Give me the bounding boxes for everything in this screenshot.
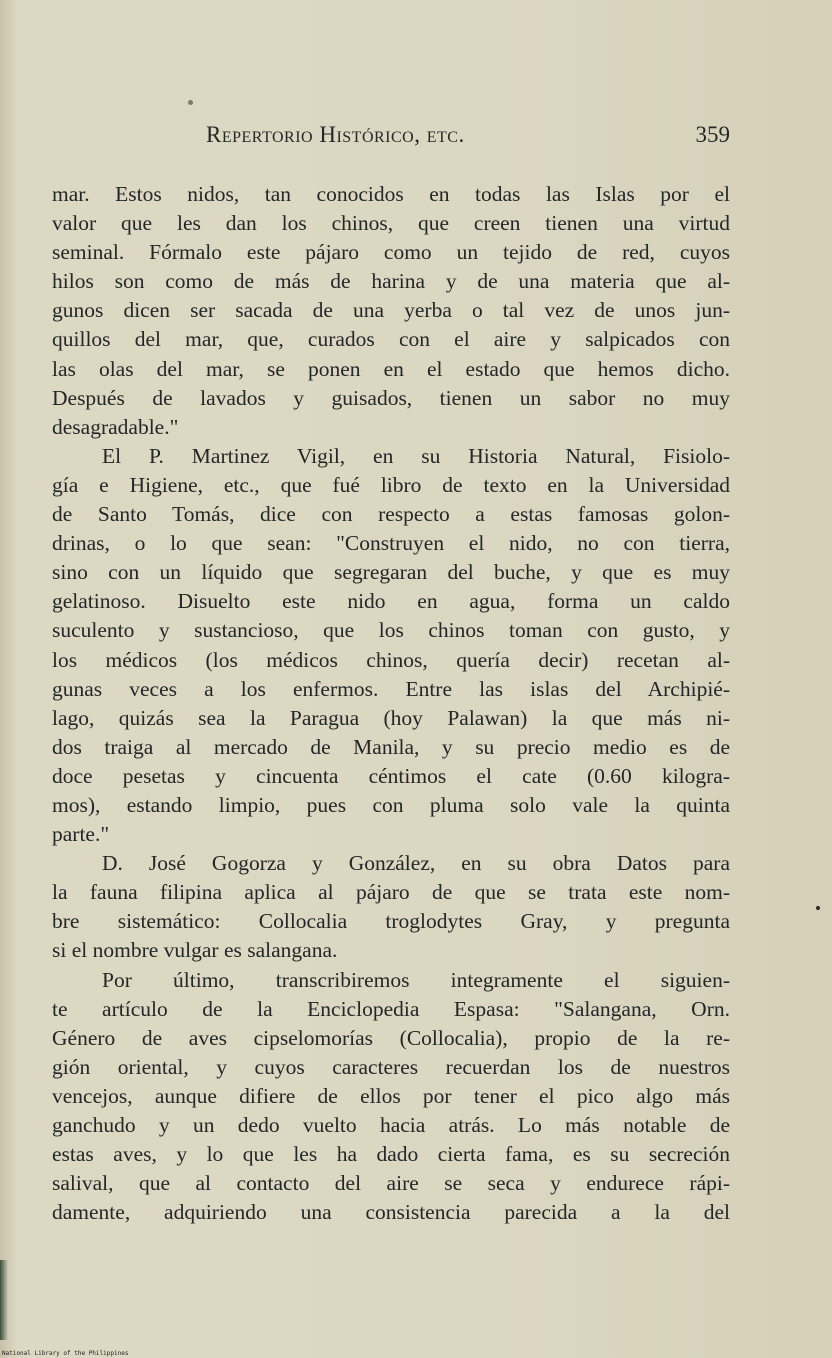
text-line: mos), estando limpio, pues con pluma solo vale la quinta xyxy=(52,792,730,817)
text-line: El P. Martinez Vigil, en su Historia Natural, Fisiolo- xyxy=(102,443,730,468)
speck-mark xyxy=(816,906,820,910)
text-line: gía e Higiene, etc., que fué libro de texto en la Universidad xyxy=(52,472,730,497)
footer-credit: National Library of the Philippines xyxy=(2,1350,129,1357)
text-line: sino con un líquido que segregaran del buche, y que es muy xyxy=(52,560,730,585)
text-line: salival, que al contacto del aire se seca y endurece rápi- xyxy=(52,1171,730,1196)
text-line: desagradable." xyxy=(52,414,179,439)
text-line: gunos dicen ser sacada de una yerba o tal vez de unos jun- xyxy=(52,298,730,323)
text-line: te artículo de la Enciclopedia Espasa: "Salangana, Orn. xyxy=(52,996,730,1021)
text-line: valor que les dan los chinos, que creen tienen una virtud xyxy=(52,211,730,236)
text-line: si el nombre vulgar es salangana. xyxy=(52,938,338,963)
page-header xyxy=(200,122,730,156)
text-line: los médicos (los médicos chinos, quería decir) recetan al- xyxy=(52,647,730,672)
text-line: de Santo Tomás, dice con respecto a estas famosas golon- xyxy=(52,502,730,527)
text-line: ganchudo y un dedo vuelto hacia atrás. Lo más notable de xyxy=(52,1113,730,1137)
text-line: D. José Gogorza y González, en su obra Datos para xyxy=(102,851,730,876)
page-number: 359 xyxy=(695,122,730,147)
running-title: Repertorio Histórico, etc. xyxy=(206,122,465,147)
text-line: doce pesetas y cincuenta céntimos el cate (0.60 kilogra- xyxy=(52,763,730,788)
text-line: parte." xyxy=(52,822,110,847)
text-line: seminal. Fórmalo este pájaro como un tejido de red, cuyos xyxy=(52,240,730,265)
page-edge-shadow xyxy=(0,1260,8,1340)
speck-mark xyxy=(188,100,193,105)
body-text xyxy=(52,180,730,1227)
text-line: mar. Estos nidos, tan conocidos en todas las Islas por el xyxy=(52,182,730,206)
text-line: la fauna filipina aplica al pájaro de que se trata este nom- xyxy=(52,880,730,905)
text-line: quillos del mar, que, curados con el aire y salpicados con xyxy=(52,327,730,352)
text-line: Género de aves cipselomorías (Collocalia), propio de la re- xyxy=(52,1025,730,1050)
text-line: gelatinoso. Disuelto este nido en agua, forma un caldo xyxy=(52,589,730,614)
text-line: lago, quizás sea la Paragua (hoy Palawan) la que más ni- xyxy=(52,705,730,730)
text-line: damente, adquiriendo una consistencia parecida a la del xyxy=(52,1200,730,1225)
text-line: gión oriental, y cuyos caracteres recuerdan los de nuestros xyxy=(52,1054,730,1079)
text-line: hilos son como de más de harina y de una materia que al- xyxy=(52,269,730,294)
text-line: bre sistemático: Collocalia troglodytes Gray, y pregunta xyxy=(52,909,730,934)
text-line: las olas del mar, se ponen en el estado que hemos dicho. xyxy=(52,356,730,381)
text-line: dos traiga al mercado de Manila, y su precio medio es de xyxy=(52,734,730,759)
text-line: Después de lavados y guisados, tienen un sabor no muy xyxy=(52,385,730,410)
text-line: suculento y sustancioso, que los chinos toman con gusto, y xyxy=(52,618,730,643)
text-line: Por último, transcribiremos integramente el siguien- xyxy=(102,967,730,992)
text-line: gunas veces a los enfermos. Entre las islas del Archipié- xyxy=(52,676,730,701)
text-line: vencejos, aunque difiere de ellos por tener el pico algo más xyxy=(52,1083,730,1108)
text-line: estas aves, y lo que les ha dado cierta fama, es su secreción xyxy=(52,1142,730,1167)
text-line: drinas, o lo que sean: "Construyen el nido, no con tierra, xyxy=(52,531,730,556)
